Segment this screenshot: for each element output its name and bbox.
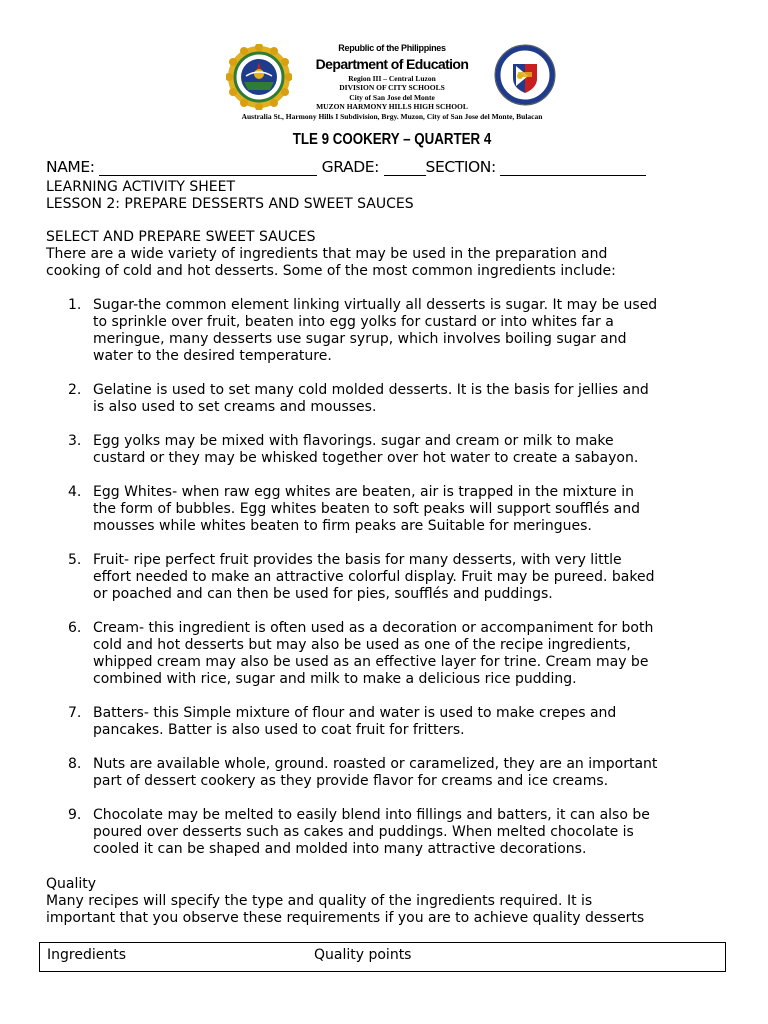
header-school: MUZON HARMONY HILLS HIGH SCHOOL (316, 102, 468, 111)
quality-line: important that you observe these requirements if you are to achieve quality desserts (46, 910, 645, 926)
grade-label: GRADE: (321, 158, 379, 176)
student-info-line (46, 158, 646, 176)
list-item-number: 9. (68, 807, 82, 823)
list-item (46, 756, 726, 790)
list-item-line: meringue, many desserts use sugar syrup, which involves boiling sugar and (93, 331, 627, 347)
list-item-line: Sugar-the common element linking virtually all desserts is sugar. It may be used (93, 297, 658, 313)
list-item (46, 705, 726, 739)
list-item (46, 552, 726, 603)
list-item-line: the form of bubbles. Egg whites beaten to soft peaks will support soufflés and (93, 501, 640, 517)
list-item (46, 382, 726, 416)
list-item-number: 3. (68, 433, 82, 449)
list-item-line: pancakes. Batter is also used to coat fruit for fritters. (93, 722, 465, 738)
list-item-line: to sprinkle over fruit, beaten into egg yolks for custard or into whites far a (93, 314, 614, 330)
header-address: Australia St., Harmony Hills I Subdivision, Brgy. Muzon, City of San Jose del Monte, Bulacan (241, 112, 543, 121)
intro-paragraph (46, 246, 736, 280)
list-item-line: custard or they may be whisked together over hot water to create a sabayon. (93, 450, 639, 466)
activity-label: LEARNING ACTIVITY SHEET (46, 179, 236, 195)
quality-line: Many recipes will specify the type and quality of the ingredients required. It is (46, 893, 593, 909)
list-item-line: Chocolate may be melted to easily blend into fillings and batters, it can also be (93, 807, 650, 823)
list-item-line: Egg Whites- when raw egg whites are beaten, air is trapped in the mixture in (93, 484, 634, 500)
quality-section (46, 876, 746, 927)
list-item-line: or poached and can then be used for pies, soufflés and puddings. (93, 586, 553, 602)
list-item-line: Fruit- ripe perfect fruit provides the basis for many desserts, with very little (93, 552, 622, 568)
list-item (46, 807, 726, 858)
table-header-quality-points: Quality points (314, 947, 412, 963)
list-item-line: Egg yolks may be mixed with flavorings. sugar and cream or milk to make (93, 433, 614, 449)
list-item-line: Nuts are available whole, ground. roasted or caramelized, they are an important (93, 756, 658, 772)
list-item-line: cold and hot desserts but may also be used as one of the recipe ingredients, (93, 637, 631, 653)
quality-table (39, 942, 726, 972)
list-item-number: 4. (68, 484, 82, 500)
list-item (46, 433, 726, 467)
lesson-label: LESSON 2: PREPARE DESSERTS AND SWEET SAUCES (46, 196, 414, 212)
list-item-line: combined with rice, sugar and milk to make a delicious rice pudding. (93, 671, 577, 687)
header-department: Department of Education (315, 56, 469, 72)
intro-line: cooking of cold and hot desserts. Some of the most common ingredients include: (46, 263, 616, 279)
list-item-line: mousses while whites beaten to firm peaks are Suitable for meringues. (93, 518, 592, 534)
list-item (46, 297, 726, 365)
list-item (46, 620, 726, 688)
list-item-line: cooled it can be shaped and molded into many attractive decorations. (93, 841, 587, 857)
ingredients-list (46, 297, 726, 858)
intro-line: There are a wide variety of ingredients that may be used in the preparation and (46, 246, 608, 262)
list-item-line: water to the desired temperature. (93, 348, 332, 364)
name-label: NAME: (46, 158, 95, 176)
list-item-number: 6. (68, 620, 82, 636)
list-item-number: 1. (68, 297, 82, 313)
section-heading: SELECT AND PREPARE SWEET SAUCES (46, 229, 316, 245)
list-item-line: Gelatine is used to set many cold molded desserts. It is the basis for jellies and (93, 382, 649, 398)
list-item-line: effort needed to make an attractive colorful display. Fruit may be pureed. baked (93, 569, 655, 585)
header-republic: Republic of the Philippines (338, 43, 446, 53)
list-item-number: 2. (68, 382, 82, 398)
list-item-line: whipped cream may also be used as an effective layer for trine. Cream may be (93, 654, 649, 670)
list-item-line: Batters- this Simple mixture of flour and water is used to make crepes and (93, 705, 617, 721)
list-item-line: is also used to set creams and mousses. (93, 399, 377, 415)
list-item-number: 5. (68, 552, 82, 568)
quality-heading: Quality (46, 876, 97, 892)
list-item-line: Cream- this ingredient is often used as a decoration or accompaniment for both (93, 620, 654, 636)
section-blank[interactable] (500, 160, 646, 176)
header-city: City of San Jose del Monte (349, 93, 435, 102)
list-item-line: part of dessert cookery as they provide flavor for creams and ice creams. (93, 773, 609, 789)
grade-blank[interactable] (384, 160, 426, 176)
document-title: TLE 9 COOKERY – QUARTER 4 (292, 131, 492, 148)
list-item (46, 484, 726, 535)
list-item-line: poured over desserts such as cakes and puddings. When melted chocolate is (93, 824, 634, 840)
header-division: DIVISION OF CITY SCHOOLS (339, 83, 445, 92)
section-label: SECTION: (425, 158, 496, 176)
name-blank[interactable] (99, 160, 317, 176)
list-item-number: 8. (68, 756, 82, 772)
list-item-number: 7. (68, 705, 82, 721)
table-header-ingredients: Ingredients (47, 947, 126, 963)
header-region: Region III – Central Luzon (348, 74, 436, 83)
